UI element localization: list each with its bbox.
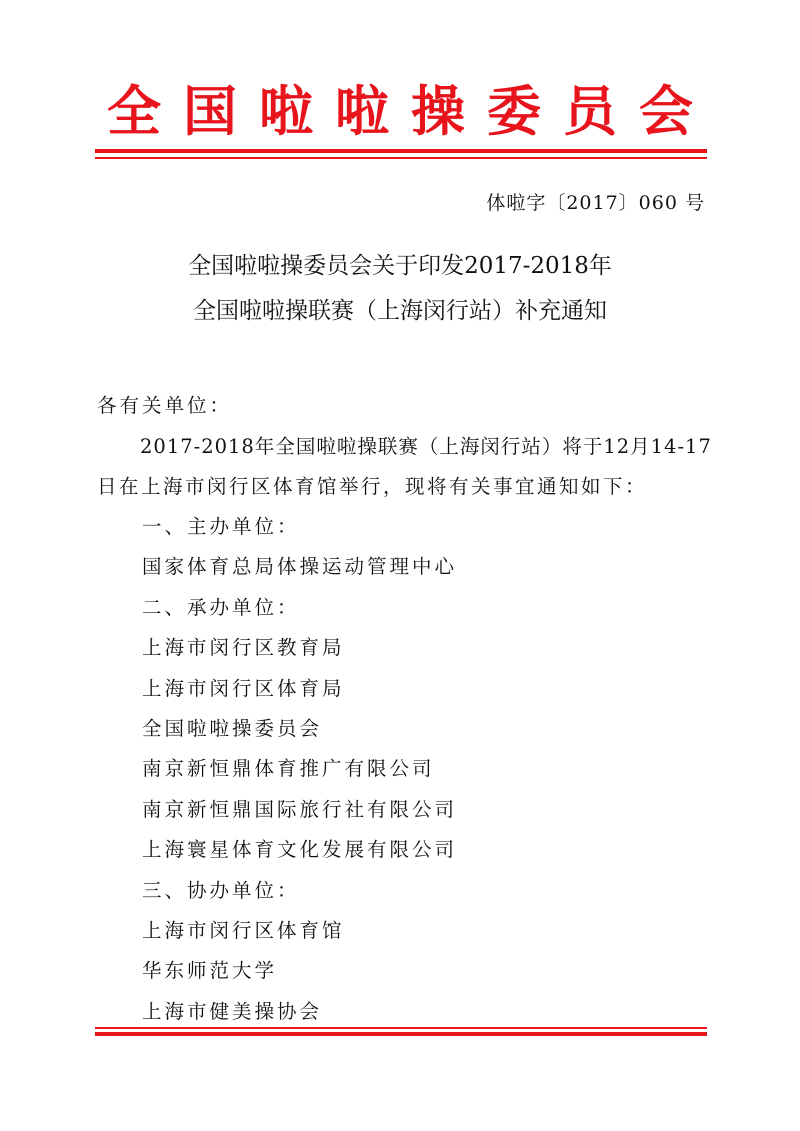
- list-item: 南京新恒鼎国际旅行社有限公司: [142, 797, 458, 821]
- letterhead-rule-thin: [95, 157, 707, 159]
- list-item: 南京新恒鼎体育推广有限公司: [142, 757, 435, 781]
- paragraph-line-2: 日在上海市闵行区体育馆举行，现将有关事宜通知如下：: [97, 475, 648, 498]
- salutation: 各有关单位：: [97, 394, 233, 417]
- list-item: 上海寰星体育文化发展有限公司: [142, 838, 458, 862]
- section-heading-host: 一、主办单位：: [142, 515, 300, 538]
- list-item: 华东师范大学: [142, 959, 278, 983]
- list-item: 全国啦啦操委员会: [142, 716, 323, 740]
- organizer-list: [142, 514, 457, 1039]
- list-item: 上海市闵行区体育局: [142, 676, 345, 700]
- document-number: 体啦字〔2017〕060 号: [486, 192, 705, 214]
- footer-rule-thick: [95, 1032, 707, 1036]
- section-heading-co-organizer: 三、协办单位：: [142, 878, 300, 902]
- letterhead-rule-thick: [95, 149, 707, 153]
- list-item: 上海市闵行区体育馆: [142, 918, 345, 942]
- paragraph-line-1: 2017-2018年全国啦啦操联赛（上海闵行站）将于12月14-17: [140, 435, 712, 458]
- list-item: 上海市健美操协会: [142, 999, 323, 1023]
- list-item: 国家体育总局体操运动管理中心: [142, 555, 458, 579]
- footer-rule-thin: [95, 1027, 707, 1029]
- list-item: 上海市闵行区教育局: [142, 636, 345, 660]
- section-heading-organizer: 二、承办单位：: [142, 595, 300, 619]
- document-title-line-1: 全国啦啦操委员会关于印发2017-2018年: [188, 253, 612, 279]
- letterhead-title: 全国啦啦操委员会: [107, 79, 715, 143]
- document-title-line-2: 全国啦啦操联赛（上海闵行站）补充通知: [193, 298, 607, 324]
